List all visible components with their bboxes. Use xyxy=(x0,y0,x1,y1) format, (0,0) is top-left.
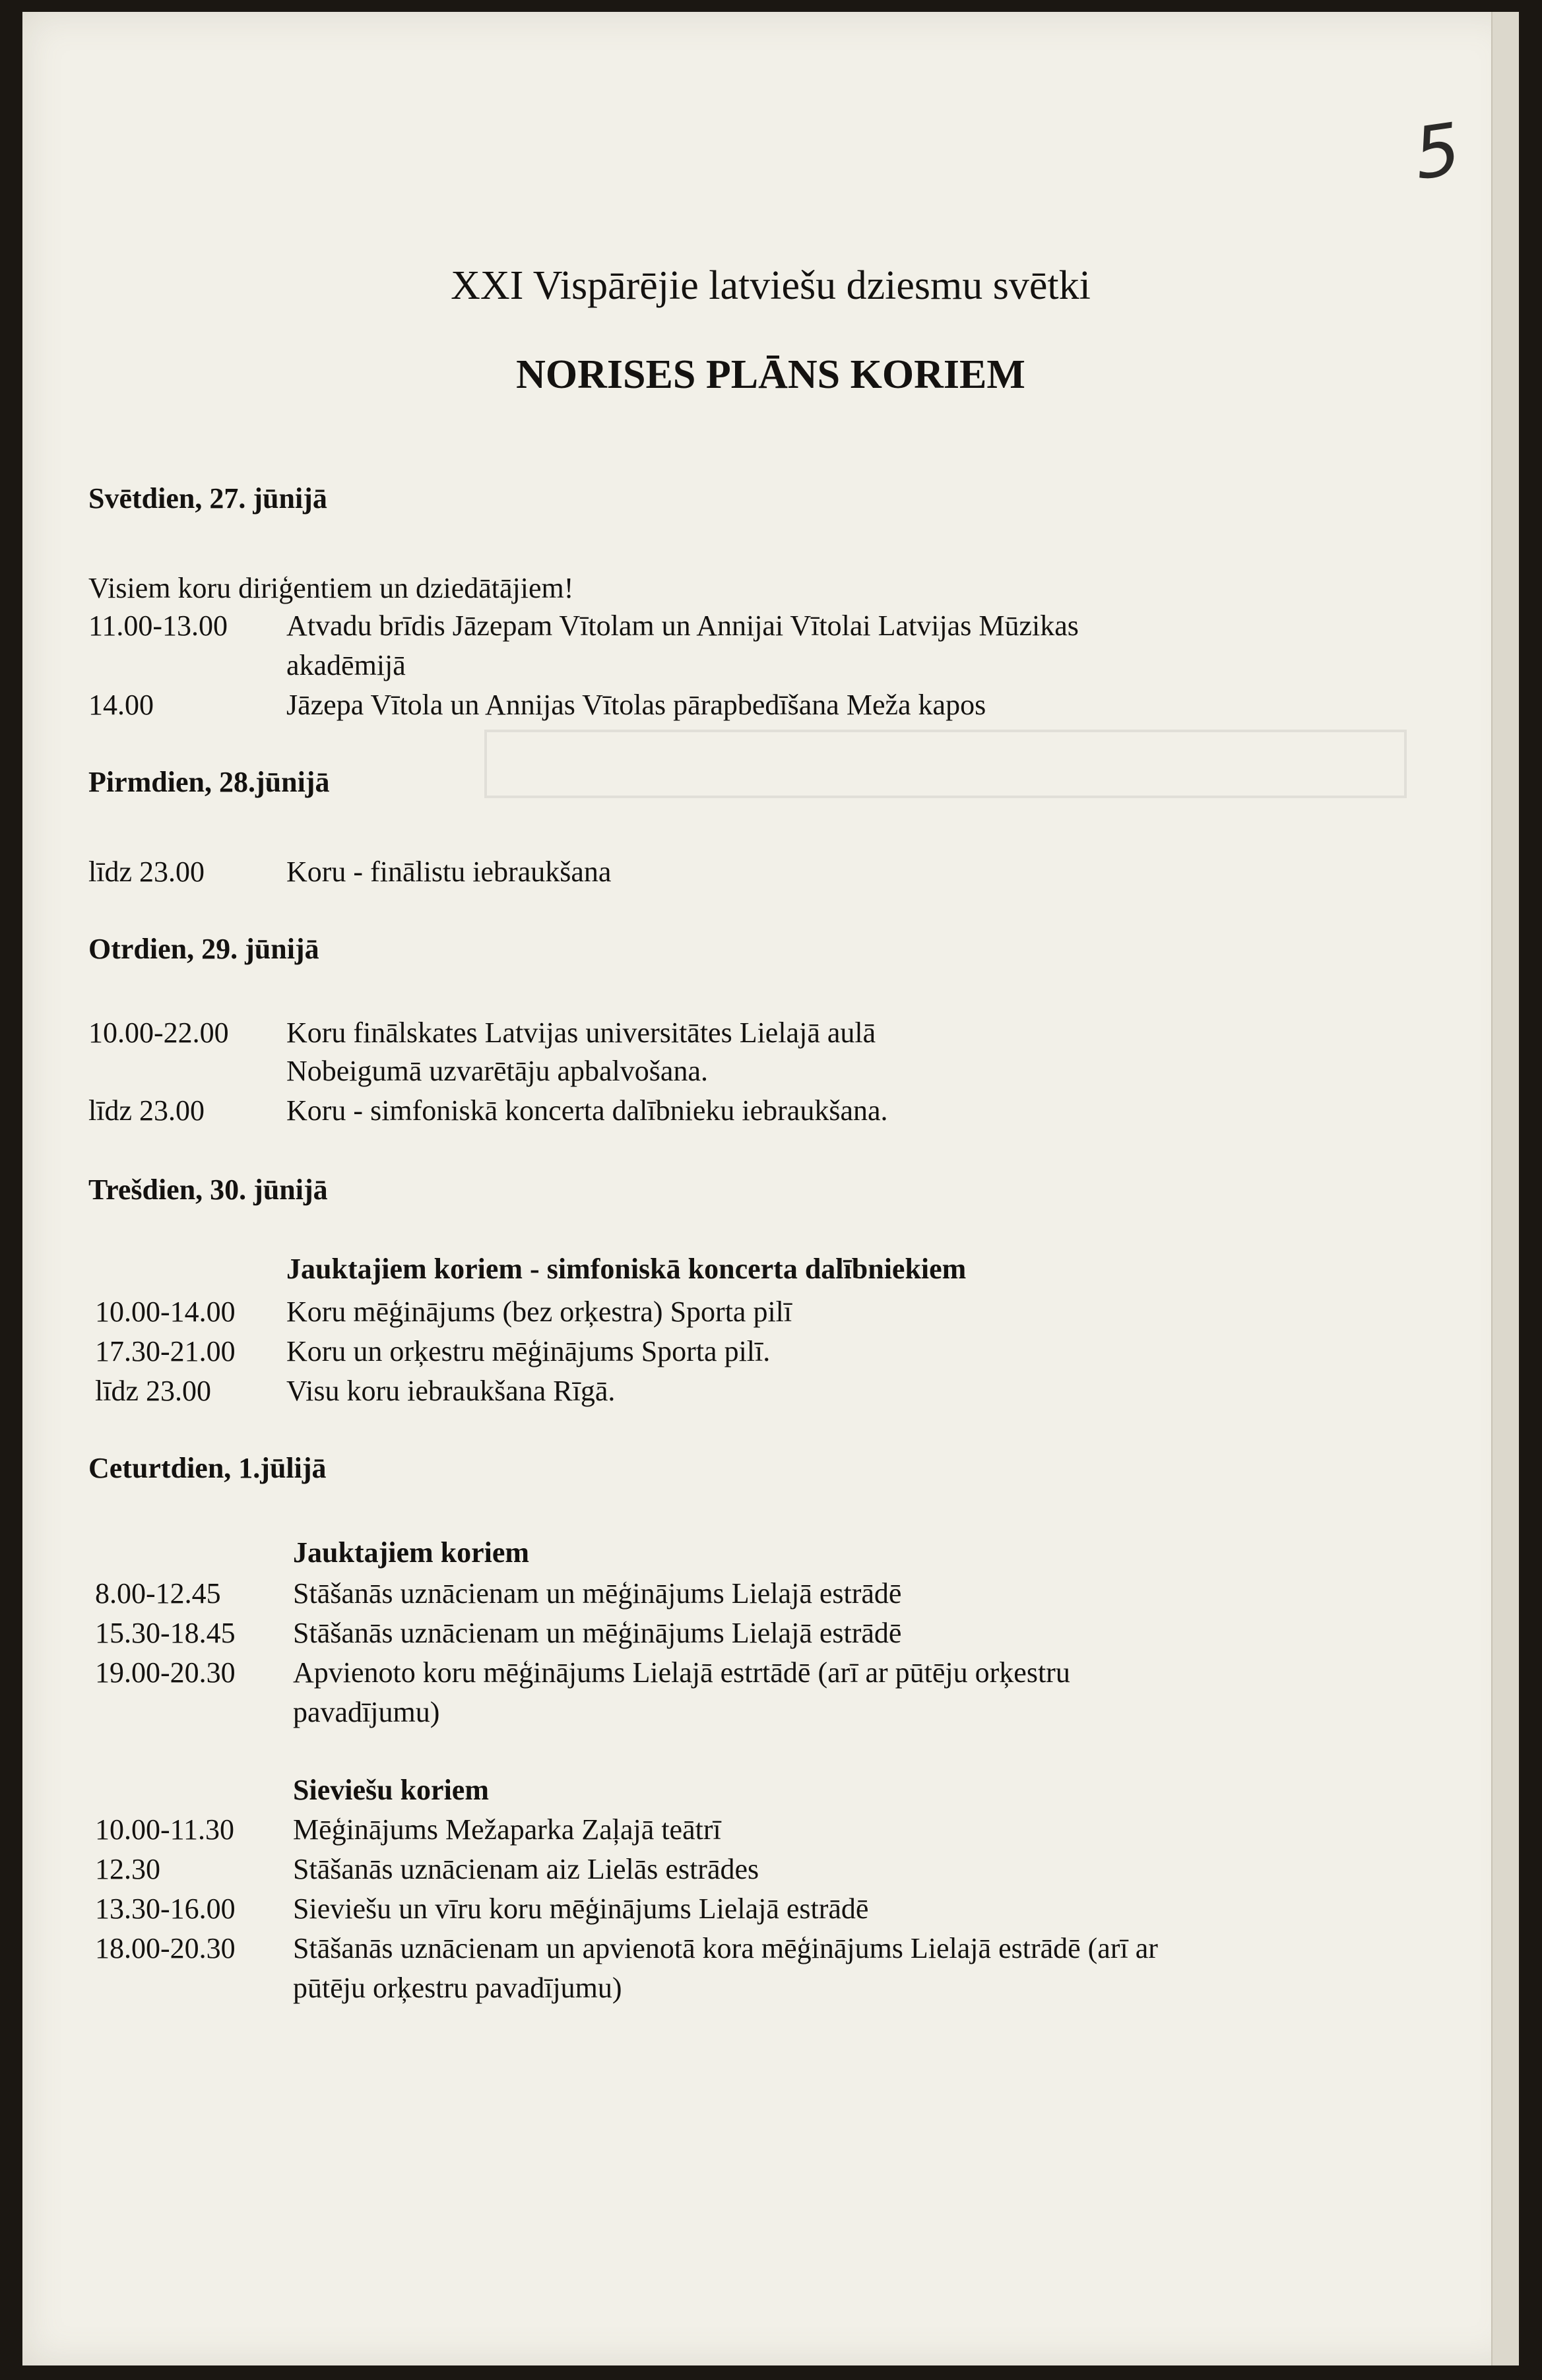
entry-text-continued: akadēmijā xyxy=(286,649,406,681)
entry-time: līdz 23.00 xyxy=(88,1094,205,1127)
day-heading-thursday: Ceturtdien, 1.jūlijā xyxy=(88,1452,327,1484)
entry-time: 15.30-18.45 xyxy=(95,1617,236,1649)
entry-text-continued: pavadījumu) xyxy=(293,1696,440,1728)
entry-text: Koru mēģinājums (bez orķestra) Sporta pilī xyxy=(286,1296,792,1328)
day-heading-sunday: Svētdien, 27. jūnijā xyxy=(88,482,327,515)
entry-text-continued: pūtēju orķestru pavadījumu) xyxy=(293,1972,622,2004)
day-heading-monday: Pirmdien, 28.jūnijā xyxy=(88,766,330,798)
entry-text: Jāzepa Vītola un Annijas Vītolas pārapbedīšana Meža kapos xyxy=(286,689,986,721)
document-page xyxy=(22,12,1519,2365)
entry-text: Stāšanās uznācienam aiz Lielās estrādes xyxy=(293,1853,759,1885)
entry-text: Stāšanās uznācienam un mēģinājums Lielajā estrādē xyxy=(293,1617,902,1649)
entry-text: Mēģinājums Mežaparka Zaļajā teātrī xyxy=(293,1813,721,1846)
entry-text: Apvienoto koru mēģinājums Lielajā estrtādē (arī ar pūtēju orķestru xyxy=(293,1656,1070,1689)
entry-time: 10.00-22.00 xyxy=(88,1017,229,1049)
intro-text: Visiem koru diriģentiem un dziedātājiem! xyxy=(88,572,574,604)
group-heading: Jauktajiem koriem - simfoniskā koncerta dalībniekiem xyxy=(286,1253,967,1285)
entry-time: līdz 23.00 xyxy=(95,1375,211,1407)
day-heading-wednesday: Trešdien, 30. jūnijā xyxy=(88,1174,328,1206)
entry-time: 17.30-21.00 xyxy=(95,1335,236,1367)
entry-text: Koru - simfoniskā koncerta dalībnieku iebraukšana. xyxy=(286,1094,888,1127)
entry-time: 19.00-20.30 xyxy=(95,1656,236,1689)
entry-text: Koru un orķestru mēģinājums Sporta pilī. xyxy=(286,1335,771,1367)
page-number: 5 xyxy=(1409,108,1466,197)
entry-text: Atvadu brīdis Jāzepam Vītolam un Annijai Vītolai Latvijas Mūzikas xyxy=(286,610,1079,642)
entry-text-continued: Nobeigumā uzvarētāju apbalvošana. xyxy=(286,1055,708,1087)
entry-time: 11.00-13.00 xyxy=(88,610,228,642)
entry-text: Koru finālskates Latvijas universitātes Lielajā aulā xyxy=(286,1017,876,1049)
entry-time: 10.00-14.00 xyxy=(95,1296,236,1328)
entry-time: 8.00-12.45 xyxy=(95,1577,221,1610)
group-heading: Jauktajiem koriem xyxy=(293,1536,530,1569)
entry-text: Koru - finālistu iebraukšana xyxy=(286,856,612,888)
entry-text: Visu koru iebraukšana Rīgā. xyxy=(286,1375,616,1407)
bleed-through-box xyxy=(484,730,1407,798)
entry-time: 10.00-11.30 xyxy=(95,1813,235,1846)
group-heading: Sieviešu koriem xyxy=(293,1774,489,1806)
day-heading-tuesday: Otrdien, 29. jūnijā xyxy=(88,933,319,965)
entry-time: līdz 23.00 xyxy=(88,856,205,888)
entry-time: 12.30 xyxy=(95,1853,160,1885)
entry-text: Stāšanās uznācienam un mēģinājums Lielajā estrādē xyxy=(293,1577,902,1610)
entry-text: Sieviešu un vīru koru mēģinājums Lielajā estrādē xyxy=(293,1893,869,1925)
bleed-through-shadow xyxy=(313,147,333,237)
page-subtitle: NORISES PLĀNS KORIEM xyxy=(516,352,1025,397)
page-title: XXI Vispārējie latviešu dziesmu svētki xyxy=(451,263,1091,308)
entry-time: 13.30-16.00 xyxy=(95,1893,236,1925)
entry-time: 18.00-20.30 xyxy=(95,1932,236,1964)
entry-time: 14.00 xyxy=(88,689,154,721)
entry-text: Stāšanās uznācienam un apvienotā kora mēģinājums Lielajā estrādē (arī ar xyxy=(293,1932,1158,1964)
